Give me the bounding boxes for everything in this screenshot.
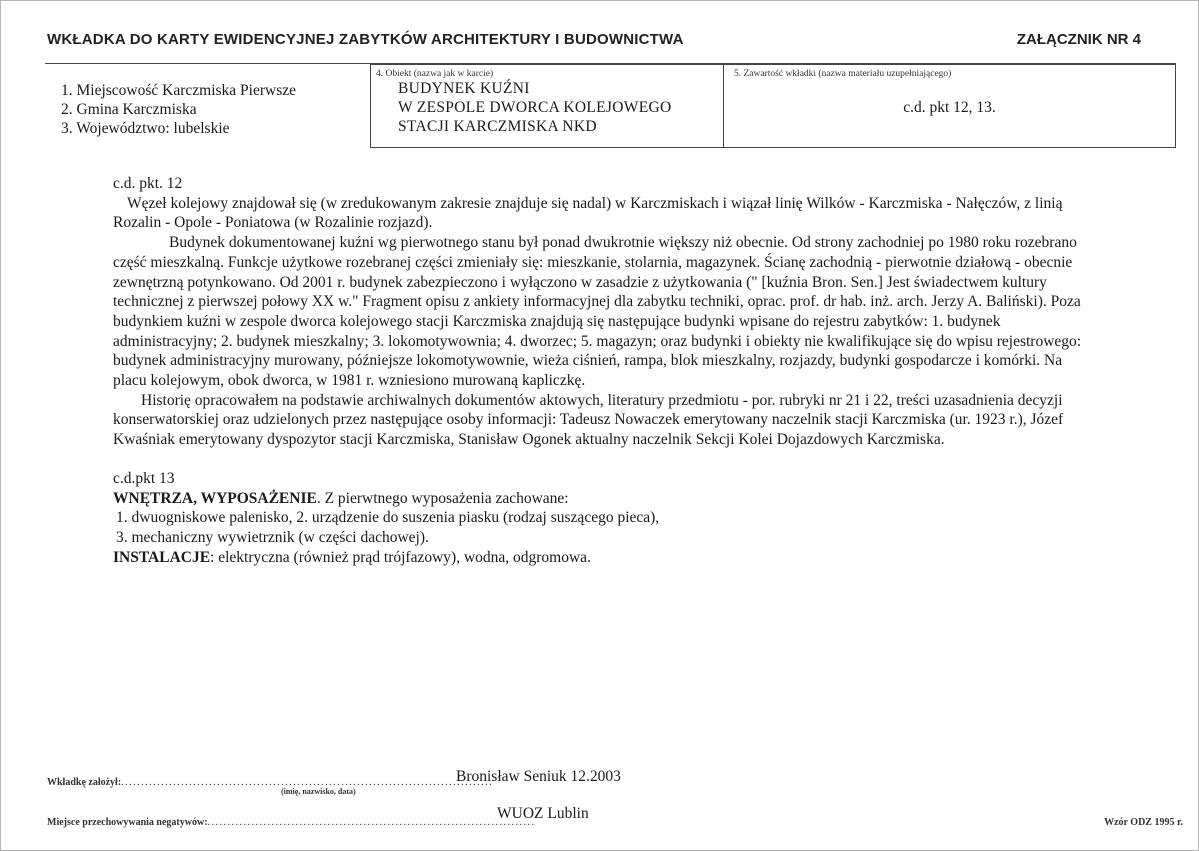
equipment-list-line: 1. dwuogniskowe palenisko, 2. urządzenie do suszenia piasku (rodzaj suszącego pieca), [116,509,660,527]
paragraph-railway-junction: Węzeł kolejowy znajdował się (w zredukowanym zakresie znajduje się nadal) w Karczmiskach i wiązał linię Wilków - Karczmiska - Nałęczów, z linią Rozalin - Opole - Poniatowa (w Rozalinie rozjazd). [113,194,1063,232]
contents-value: c.d. pkt 12, 13. [903,99,996,116]
section-12-heading: c.d. pkt. 12 [113,175,183,192]
installations-text: : elektryczna (również prąd trójfazowy), wodna, odgromowa. [210,548,591,566]
object-name-line: STACJI KARCZMISKA NKD [398,118,597,135]
contents-box [724,64,1176,148]
prepared-by-hint: (imię, nazwisko, data) [281,787,356,796]
voivodeship-line: 3. Województwo: lubelskie [61,120,230,137]
interiors-text: . Z pierwtnego wyposażenia zachowane: [316,489,569,507]
interiors-paragraph [113,489,1085,509]
paragraph-sources: Historię opracowałem na podstawie archiwalnych dokumentów aktowych, literatury przedmiotu - por. rubryki nr 21 i 22, treści uzasadnienia decyzji konserwatorskiej oraz udzielonych przez następujące osoby informacji: Tadeusz Nowaczek emerytowany naczelnik stacji Karczmiska (ur. 1923 r.), Józef Kwaśniak emerytowany dyspozytor stacji Karczmiska, Stanisław Ogonek aktualny naczelnik Sekcji Kolei Dojazdowych Karczmiska. [113,391,1064,449]
prepared-by-label: Wkładkę założył: [47,777,122,788]
interiors-label: WNĘTRZA, WYPOSAŻENIE [113,489,317,507]
contents-caption: 5. Zawartość wkładki (nazwa materiału uzupełniającego) [734,69,952,79]
object-box [370,64,724,148]
form-title: WKŁADKA DO KARTY EWIDENCYJNEJ ZABYTKÓW ARCHITEKTURY I BUDOWNICTWA [47,31,684,48]
equipment-list-line: 3. mechaniczny wywietrznik (w części dachowej). [116,528,429,546]
negatives-storage-label: Miejsce przechowywania negatywów: [47,817,208,828]
object-caption: 4. Obiekt (nazwa jak w karcie) [376,69,494,79]
section-13-heading: c.d.pkt 13 [113,469,175,487]
commune-line: 2. Gmina Karczmiska [61,101,197,118]
locality-box [45,64,370,153]
prepared-by-field: Wkładkę założył:............................................................................................. [47,777,494,788]
locality-line: 1. Miejscowość Karczmiska Pierwsze [61,82,297,99]
object-name-line: BUDYNEK KUŹNI [398,80,530,97]
negatives-storage-value: WUOZ Lublin [497,805,589,822]
paragraph-building-history: Budynek dokumentowanej kuźni wg pierwotnego stanu był ponad dwukrotnie większy niż obecnie. Od strony zachodniej po 1980 roku rozebrano część mieszkalną. Funkcje użytkowe rozebranej części zmieniały się: mieszkanie, stolarnia, magazynek. Ścianę zachodnią - pierwotnie działową - obecnie zewnętrzną potynkowano. Od 2001 r. budynek zabezpieczono i wyłączono w zasadzie z użytkowania (" [kuźnia Bron. Sen.] Jest świadectwem kultury technicznej z pierwszej połowy XX w." Fragment opisu z ankiety informacyjnej dla zabytku techniki, oprac. prof. dr hab. inż. arch. Jerzy A. Baliński). Poza budynkiem kuźni w zespole dworca kolejowego stacji Karczmiska znajdują się następujące budynki wpisane do rejestru zabytków: 1. budynek administracyjny; 2. budynek mieszkalny; 3. lokomotywownia; 4. dworzec; 5. magazyn; oraz budynki i obiekty nie kwalifikujące się do wpisu rejestrowego: budynek administracyjny murowany, późniejsze lokomotywownie, wieża ciśnień, rampa, blok mieszkalny, rozjazdy, budynki gospodarcze i komórki. Na placu kolejowym, obok dworca, w 1981 r. wzniesiono murowaną kapliczkę. [113,234,1082,390]
annex-number: ZAŁĄCZNIK NR 4 [1016,31,1141,48]
installations-paragraph [113,548,1085,568]
negatives-storage-field: Miejsce przechowywania negatywów:.................................................................................. [47,817,536,828]
installations-label: INSTALACJE [113,548,211,566]
prepared-by-value: Bronisław Seniuk 12.2003 [456,768,621,785]
insert-body [113,174,1085,567]
object-name-line: W ZESPOLE DWORCA KOLEJOWEGO [398,99,672,116]
form-model: Wzór ODZ 1995 r. [1104,817,1183,828]
